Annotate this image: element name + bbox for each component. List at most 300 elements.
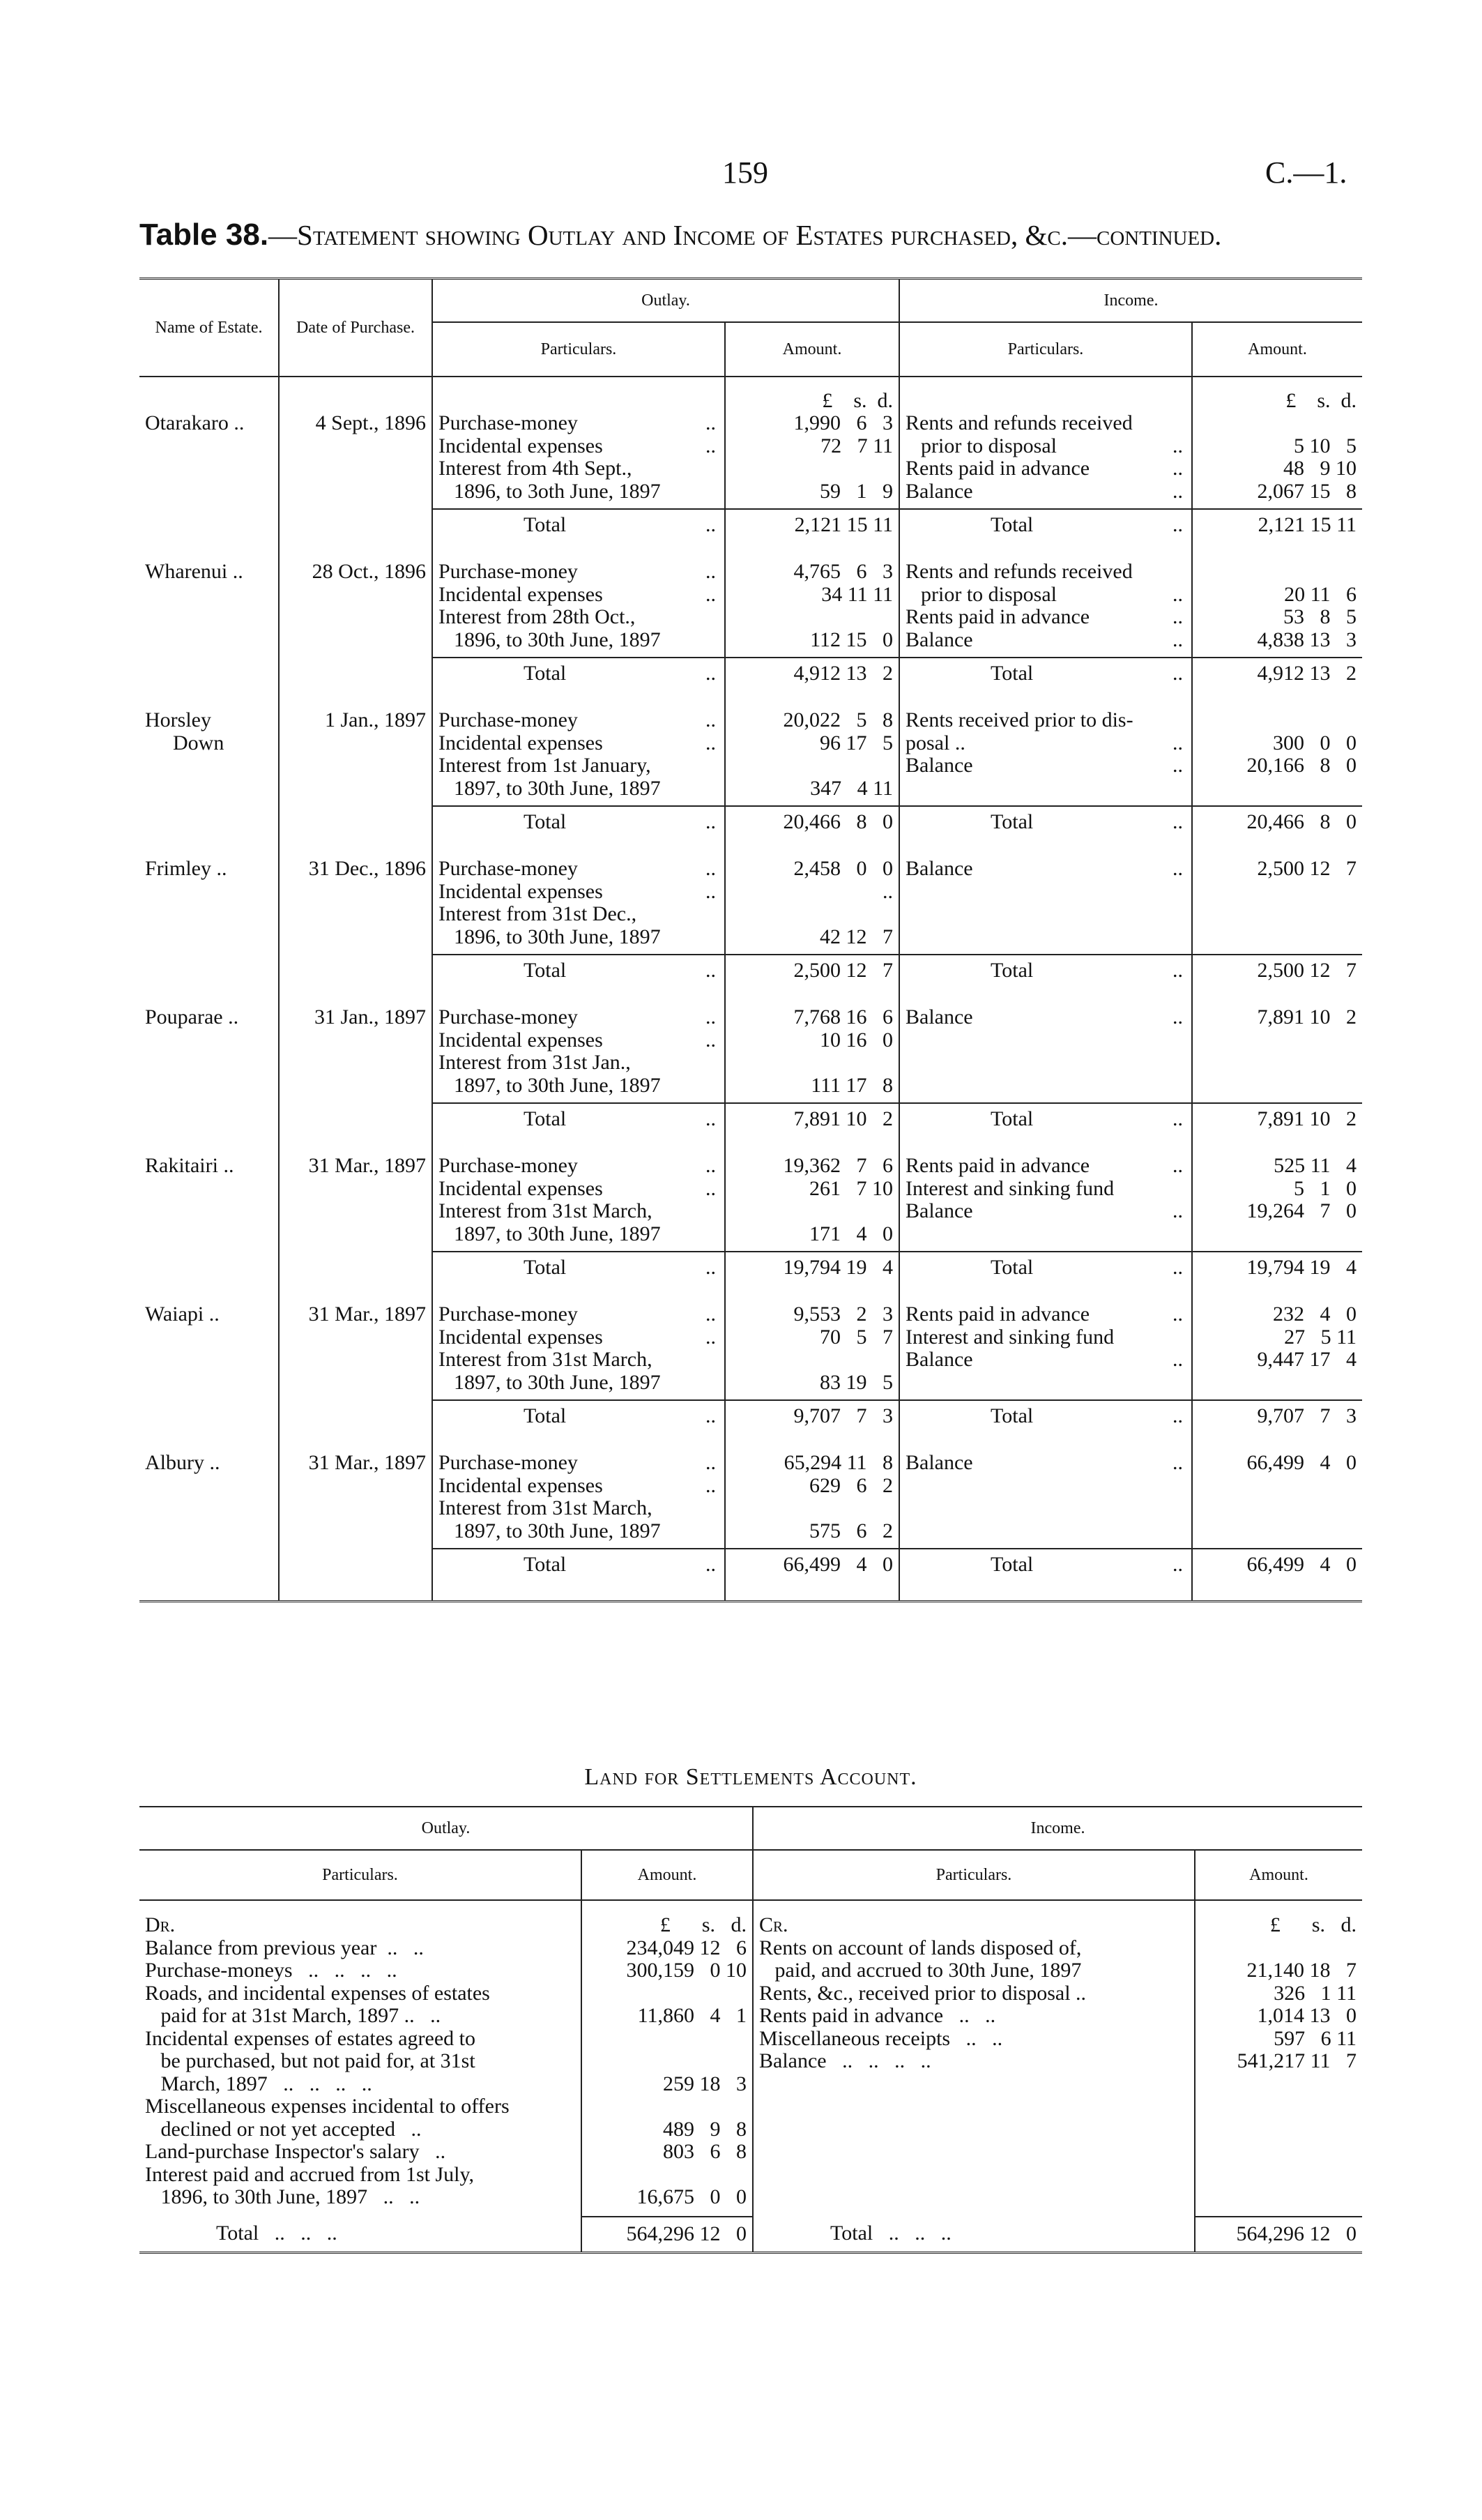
- income-particular: [899, 561, 1192, 584]
- outlay-particular-leader: ..: [705, 731, 716, 754]
- income-particular-text: Rents received prior to dis-: [906, 708, 1133, 731]
- total-label: Total: [524, 810, 567, 833]
- income-particular-text: Balance: [906, 1199, 973, 1222]
- settlement-income-particular: Rents paid in advance .. ..: [753, 2005, 1195, 2028]
- outlay-particular-text: 1896, to 30th June, 1897: [454, 628, 661, 651]
- outlay-particular-text: Incidental expenses: [438, 879, 603, 903]
- estate-name-cell: [139, 858, 279, 881]
- estate-name-cell: [139, 1052, 279, 1075]
- outlay-particular: [432, 926, 725, 949]
- estate-row: [139, 1200, 1362, 1223]
- income-amount: 27 5 11: [1192, 1326, 1362, 1349]
- spacer-row: [139, 542, 1362, 561]
- estates-body: [139, 377, 1362, 1602]
- outlay-particular-text: Purchase-money: [438, 560, 578, 583]
- spacer-row: [139, 948, 1362, 955]
- empty-cell: [279, 1549, 432, 1582]
- income-amount: [1192, 1520, 1362, 1543]
- outlay-particular: [432, 1520, 725, 1543]
- outlay-amount: 7,768 16 6: [725, 1006, 899, 1029]
- outlay-amount: [725, 1349, 899, 1372]
- table-number: Table 38.: [139, 218, 269, 252]
- outlay-particular-leader: ..: [705, 857, 716, 880]
- settlement-outlay-amount: [581, 2050, 753, 2073]
- income-header: Income.: [899, 279, 1362, 322]
- income-particular: [899, 1155, 1192, 1178]
- settlement-income-total: 564,296 12 0: [1195, 2217, 1362, 2253]
- income-amount: [1192, 881, 1362, 904]
- income-particular: [899, 754, 1192, 777]
- settlement-outlay-particular: March, 1897 .. .. .. ..: [145, 2072, 372, 2095]
- outlay-total-amount: 2,121 15 11: [725, 509, 899, 542]
- outlay-particular: [432, 903, 725, 926]
- total-leader: ..: [705, 1107, 716, 1130]
- income-particular-text: posal ..: [906, 731, 965, 754]
- outlay-particular-text: Interest from 31st Dec.,: [438, 902, 637, 925]
- lsd-units: £ s. d.: [725, 377, 899, 413]
- income-particular-text: Rents and refunds received: [906, 560, 1133, 583]
- settlements-outlay-particulars-header: Particulars.: [322, 1866, 398, 1884]
- income-amount: 4,838 13 3: [1192, 629, 1362, 652]
- income-amount: [1192, 412, 1362, 435]
- estate-row: [139, 457, 1362, 480]
- estate-date-cell: [279, 1029, 432, 1052]
- income-total-amount: 2,121 15 11: [1192, 509, 1362, 542]
- total-label: Total: [991, 1404, 1034, 1427]
- income-particular: [899, 1223, 1192, 1246]
- income-particular: [899, 584, 1192, 607]
- income-particular-leader: ..: [1172, 731, 1183, 754]
- outlay-particular-text: 1896, to 30th June, 1897: [454, 925, 661, 948]
- estate-name-cell: [139, 1200, 279, 1223]
- settlement-row: [139, 2141, 1362, 2164]
- income-particular-text: Rents paid in advance: [906, 1154, 1090, 1177]
- estate-row: [139, 1349, 1362, 1372]
- outlay-particular-text: Interest from 4th Sept.,: [438, 457, 632, 480]
- settlement-outlay-amount: [581, 1982, 753, 2005]
- outlay-particular-text: Purchase-money: [438, 1451, 578, 1474]
- estate-date-cell: [279, 732, 432, 755]
- estate-date-cell: [279, 629, 432, 652]
- estate-date: 31 Dec., 1896: [308, 857, 426, 880]
- income-particular-leader: ..: [1172, 1154, 1183, 1177]
- estate-row: [139, 777, 1362, 800]
- income-particular-leader: ..: [1172, 754, 1183, 777]
- outlay-particular: [432, 1497, 725, 1520]
- estate-date-cell: [279, 1349, 432, 1372]
- estate-row: [139, 1155, 1362, 1178]
- outlay-particular: [432, 732, 725, 755]
- outlay-particular: [432, 457, 725, 480]
- income-particular-text: Rents paid in advance: [906, 1303, 1090, 1326]
- estate-name-cell: [139, 926, 279, 949]
- settlement-income-particular: [753, 2118, 1195, 2141]
- outlay-total-label: [432, 509, 725, 542]
- estate-name: Frimley ..: [145, 857, 227, 880]
- outlay-total-amount: 4,912 13 2: [725, 658, 899, 691]
- income-total-amount: 4,912 13 2: [1192, 658, 1362, 691]
- estate-date-cell: [279, 480, 432, 503]
- income-amount: 66,499 4 0: [1192, 1452, 1362, 1475]
- income-total-label: [899, 955, 1192, 988]
- income-particular: [899, 709, 1192, 732]
- income-particular-leader: ..: [1172, 628, 1183, 651]
- outlay-particular: [432, 412, 725, 435]
- lsd-units: £ s. d.: [1192, 377, 1362, 413]
- estate-date-cell: [279, 903, 432, 926]
- outlay-particular-text: Purchase-money: [438, 857, 578, 880]
- income-particular: [899, 1372, 1192, 1395]
- outlay-amount: 1,990 6 3: [725, 412, 899, 435]
- outlay-amount: [725, 903, 899, 926]
- income-amount: 525 11 4: [1192, 1155, 1362, 1178]
- income-particular: [899, 457, 1192, 480]
- lsd-units: £ s. d.: [581, 1914, 753, 1937]
- estate-date-cell: [279, 1178, 432, 1201]
- income-particular-text: Balance: [906, 479, 973, 503]
- settlement-outlay-total-label: Total .. .. ..: [216, 2221, 337, 2245]
- estate-name-cell: [139, 777, 279, 800]
- income-amount: [1192, 1075, 1362, 1098]
- settlement-outlay-particular: Balance from previous year .. ..: [145, 1936, 424, 1959]
- settlement-income-amount: 21,140 18 7: [1195, 1959, 1362, 1982]
- income-particular: [899, 903, 1192, 926]
- income-particular-text: prior to disposal: [921, 582, 1057, 606]
- spacer-row: [139, 503, 1362, 509]
- income-particular-text: Rents paid in advance: [906, 605, 1090, 628]
- income-particular: [899, 1006, 1192, 1029]
- estate-row: [139, 584, 1362, 607]
- income-particular: [899, 1303, 1192, 1326]
- estate-name-cell: [139, 1178, 279, 1201]
- empty-cell: [279, 806, 432, 840]
- settlement-outlay-particular: Land-purchase Inspector's salary ..: [145, 2140, 446, 2163]
- income-particular: [899, 480, 1192, 503]
- outlay-particular-leader: ..: [705, 434, 716, 457]
- estate-date: 31 Mar., 1897: [308, 1154, 426, 1177]
- estate-row: [139, 1475, 1362, 1498]
- settlement-income-particular: Miscellaneous receipts .. ..: [753, 2028, 1195, 2051]
- spacer-row: [139, 1394, 1362, 1400]
- estate-row: [139, 709, 1362, 732]
- income-amount-header: Amount.: [1192, 322, 1362, 377]
- settlement-row: [139, 1982, 1362, 2005]
- estate-date-cell: [279, 1006, 432, 1029]
- income-particular: [899, 858, 1192, 881]
- estate-date-cell: [279, 457, 432, 480]
- outlay-particular: [432, 1155, 725, 1178]
- outlay-total-label: [432, 1103, 725, 1137]
- settlement-income-total-label: Total .. .. ..: [753, 2217, 1195, 2253]
- income-particulars-header: Particulars.: [899, 322, 1192, 377]
- spacer-row: [139, 1434, 1362, 1452]
- empty-cell: [279, 1400, 432, 1434]
- settlements-body: [139, 1900, 1362, 2253]
- settlement-row: [139, 2186, 1362, 2209]
- income-amount: 53 8 5: [1192, 606, 1362, 629]
- estate-name-cell: [139, 1006, 279, 1029]
- total-label: Total: [524, 1553, 567, 1576]
- settlements-table: [139, 1806, 1362, 2254]
- total-label: Total: [991, 1256, 1034, 1279]
- outlay-amount: [725, 1200, 899, 1223]
- outlay-particular-text: Interest from 31st Jan.,: [438, 1051, 631, 1074]
- spacer-row: [139, 2209, 1362, 2217]
- outlay-particular-leader: ..: [705, 1176, 716, 1200]
- outlay-particular-text: Incidental expenses: [438, 731, 603, 754]
- empty-cell: [279, 955, 432, 988]
- estate-date-cell: [279, 584, 432, 607]
- outlay-particular: [432, 480, 725, 503]
- income-amount: 2,500 12 7: [1192, 858, 1362, 881]
- settlement-income-amount: 326 1 11: [1195, 1982, 1362, 2005]
- estate-row: [139, 1497, 1362, 1520]
- income-amount: 232 4 0: [1192, 1303, 1362, 1326]
- outlay-particular: [432, 777, 725, 800]
- outlay-particular: [432, 1029, 725, 1052]
- settlement-outlay-amount: [581, 2028, 753, 2051]
- settlements-income-particulars-header: Particulars.: [753, 1850, 1195, 1900]
- cr-label: Cr.: [753, 1914, 1195, 1937]
- estate-date: 28 Oct., 1896: [312, 560, 426, 583]
- estate-total-row: [139, 658, 1362, 691]
- outlay-particular-leader: ..: [705, 1451, 716, 1474]
- outlay-particular: [432, 1452, 725, 1475]
- income-particular-text: Interest and sinking fund: [906, 1325, 1115, 1349]
- settlement-income-amount: [1195, 2073, 1362, 2096]
- estate-date: 31 Jan., 1897: [314, 1005, 426, 1029]
- outlay-particular-text: 1896, to 3oth June, 1897: [454, 479, 661, 503]
- estate-date-cell: [279, 1497, 432, 1520]
- settlement-row: [139, 2095, 1362, 2118]
- outlay-amount: 20,022 5 8: [725, 709, 899, 732]
- settlement-income-particular: [753, 2186, 1195, 2209]
- settlements-outlay-amount-header: Amount.: [581, 1850, 753, 1900]
- estate-name-cell: [139, 584, 279, 607]
- income-amount: [1192, 926, 1362, 949]
- income-amount: [1192, 903, 1362, 926]
- income-particular-leader: ..: [1172, 1303, 1183, 1326]
- empty-cell: [279, 509, 432, 542]
- settlement-total-row: [139, 2217, 1362, 2253]
- estate-name-cell: [139, 1372, 279, 1395]
- total-leader: ..: [1172, 1107, 1183, 1130]
- income-particular-text: Rents and refunds received: [906, 411, 1133, 434]
- estate-name-cell: [139, 1075, 279, 1098]
- income-amount: [1192, 777, 1362, 800]
- empty-cell: [139, 806, 279, 840]
- income-particular-text: Balance: [906, 1005, 973, 1029]
- settlement-outlay-amount: [581, 2164, 753, 2187]
- settlement-outlay-particular: declined or not yet accepted ..: [145, 2117, 422, 2141]
- total-label: Total: [524, 959, 567, 982]
- total-leader: ..: [1172, 662, 1183, 685]
- income-total-label: [899, 1103, 1192, 1137]
- table-title: [139, 218, 1221, 252]
- estate-row: [139, 1326, 1362, 1349]
- empty-cell: [139, 1103, 279, 1137]
- outlay-amount: 171 4 0: [725, 1223, 899, 1246]
- outlay-particular: [432, 858, 725, 881]
- outlay-amount: 629 6 2: [725, 1475, 899, 1498]
- outlay-amount: 575 6 2: [725, 1520, 899, 1543]
- estate-date-cell: [279, 606, 432, 629]
- settlements-title: Land for Settlements Account.: [584, 1764, 917, 1790]
- income-amount: 20 11 6: [1192, 584, 1362, 607]
- estate-name-cell: [139, 412, 279, 435]
- outlay-particular-leader: ..: [705, 1303, 716, 1326]
- income-particular: [899, 1497, 1192, 1520]
- outlay-amount: 34 11 11: [725, 584, 899, 607]
- estate-row: [139, 903, 1362, 926]
- estate-row: [139, 1372, 1362, 1395]
- estate-name-cell: [139, 1223, 279, 1246]
- estate-row: [139, 926, 1362, 949]
- estate-name: Waiapi ..: [145, 1303, 220, 1326]
- income-amount: [1192, 709, 1362, 732]
- estate-total-row: [139, 509, 1362, 542]
- income-particular: [899, 1452, 1192, 1475]
- settlement-outlay-particular: Miscellaneous expenses incidental to offers: [145, 2095, 510, 2118]
- estate-name: Pouparae ..: [145, 1005, 239, 1029]
- estate-row: [139, 1452, 1362, 1475]
- outlay-particular: [432, 1006, 725, 1029]
- income-particular-leader: ..: [1172, 1005, 1183, 1029]
- income-particular-text: prior to disposal: [921, 434, 1057, 457]
- estate-date: 31 Mar., 1897: [308, 1451, 426, 1474]
- settlement-income-amount: [1195, 1937, 1362, 1960]
- income-amount: 19,264 7 0: [1192, 1200, 1362, 1223]
- settlement-outlay-particular: 1896, to 30th June, 1897 .. ..: [145, 2185, 420, 2208]
- estate-name-cell: [139, 1326, 279, 1349]
- income-particular-leader: ..: [1172, 605, 1183, 628]
- total-leader: ..: [705, 1256, 716, 1279]
- settlement-income-amount: [1195, 2164, 1362, 2187]
- page-number: 159: [722, 155, 768, 190]
- total-label: Total: [991, 959, 1034, 982]
- estate-name-cell: [139, 754, 279, 777]
- settlement-row: [139, 2028, 1362, 2051]
- income-particular: [899, 881, 1192, 904]
- estate-row: [139, 858, 1362, 881]
- spacer-row: [139, 1582, 1362, 1602]
- outlay-particular: [432, 1178, 725, 1201]
- estate-name: Horsley: [145, 708, 211, 731]
- income-particular: [899, 412, 1192, 435]
- total-leader: ..: [1172, 513, 1183, 536]
- estate-row: [139, 1052, 1362, 1075]
- income-amount: [1192, 1372, 1362, 1395]
- outlay-total-amount: 19,794 19 4: [725, 1252, 899, 1285]
- empty-cell: [279, 1252, 432, 1285]
- income-particular: [899, 1520, 1192, 1543]
- income-total-label: [899, 1549, 1192, 1582]
- outlay-particular: [432, 561, 725, 584]
- estate-date-cell: [279, 1475, 432, 1498]
- spacer-row: [139, 1542, 1362, 1549]
- lsd-units: £ s. d.: [1195, 1914, 1362, 1937]
- income-total-label: [899, 1400, 1192, 1434]
- estate-row: [139, 412, 1362, 435]
- empty-cell: [139, 509, 279, 542]
- estate-name-cell: [139, 606, 279, 629]
- outlay-particular: [432, 435, 725, 458]
- settlements-income-amount-header: Amount.: [1195, 1850, 1362, 1900]
- estate-date-cell: [279, 435, 432, 458]
- income-particular-text: Balance: [906, 1348, 973, 1371]
- estate-date-cell: [279, 1052, 432, 1075]
- estate-row: [139, 1029, 1362, 1052]
- income-particular-leader: ..: [1172, 1199, 1183, 1222]
- settlement-outlay-amount: 300,159 0 10: [581, 1959, 753, 1982]
- income-particular: [899, 606, 1192, 629]
- outlay-amount: 10 16 0: [725, 1029, 899, 1052]
- outlay-amount: ..: [725, 881, 899, 904]
- settlement-outlay-particular: be purchased, but not paid for, at 31st: [145, 2049, 475, 2072]
- outlay-particular: [432, 754, 725, 777]
- estate-date-cell: [279, 777, 432, 800]
- income-particular-leader: ..: [1172, 582, 1183, 606]
- outlay-particular: [432, 606, 725, 629]
- settlement-income-amount: [1195, 2141, 1362, 2164]
- estate-name-cell: [139, 1452, 279, 1475]
- outlay-particular-text: Interest from 28th Oct.,: [438, 605, 636, 628]
- income-total-label: [899, 806, 1192, 840]
- estate-total-row: [139, 1103, 1362, 1137]
- income-amount: 2,067 15 8: [1192, 480, 1362, 503]
- outlay-particular-text: Incidental expenses: [438, 1176, 603, 1200]
- empty-cell: [139, 1400, 279, 1434]
- total-label: Total: [991, 1553, 1034, 1576]
- total-label: Total: [524, 513, 567, 536]
- income-particular-leader: ..: [1172, 1348, 1183, 1371]
- outlay-particular-text: 1897, to 30th June, 1897: [454, 776, 661, 800]
- outlay-total-label: [432, 1400, 725, 1434]
- table-caption: —Statement showing Outlay and Income of Estates purchased, &c.—continued.: [268, 219, 1222, 251]
- income-total-label: [899, 509, 1192, 542]
- total-label: Total: [524, 1107, 567, 1130]
- income-total-amount: 19,794 19 4: [1192, 1252, 1362, 1285]
- col-name-header: Name of Estate.: [155, 318, 263, 337]
- income-total-label: [899, 1252, 1192, 1285]
- settlement-outlay-amount: 259 18 3: [581, 2073, 753, 2096]
- outlay-particular: [432, 1349, 725, 1372]
- outlay-amount: 96 17 5: [725, 732, 899, 755]
- settlement-row: [139, 2164, 1362, 2187]
- outlay-amount: 42 12 7: [725, 926, 899, 949]
- settlement-row: [139, 2118, 1362, 2141]
- outlay-total-amount: 9,707 7 3: [725, 1400, 899, 1434]
- income-amount: 48 9 10: [1192, 457, 1362, 480]
- estate-total-row: [139, 955, 1362, 988]
- outlay-particular: [432, 1303, 725, 1326]
- outlay-total-label: [432, 658, 725, 691]
- settlement-outlay-amount: 489 9 8: [581, 2118, 753, 2141]
- estate-row: [139, 561, 1362, 584]
- income-amount: [1192, 1223, 1362, 1246]
- estate-total-row: [139, 1252, 1362, 1285]
- settlement-income-amount: 597 6 11: [1195, 2028, 1362, 2051]
- outlay-amount: 261 7 10: [725, 1178, 899, 1201]
- outlay-amount: [725, 457, 899, 480]
- estate-name-cell: [139, 629, 279, 652]
- estate-name-cell: [139, 1475, 279, 1498]
- income-particular: [899, 1075, 1192, 1098]
- outlay-particular-leader: ..: [705, 1325, 716, 1349]
- total-leader: ..: [705, 662, 716, 685]
- settlement-outlay-total: 564,296 12 0: [581, 2217, 753, 2253]
- income-particular: [899, 1200, 1192, 1223]
